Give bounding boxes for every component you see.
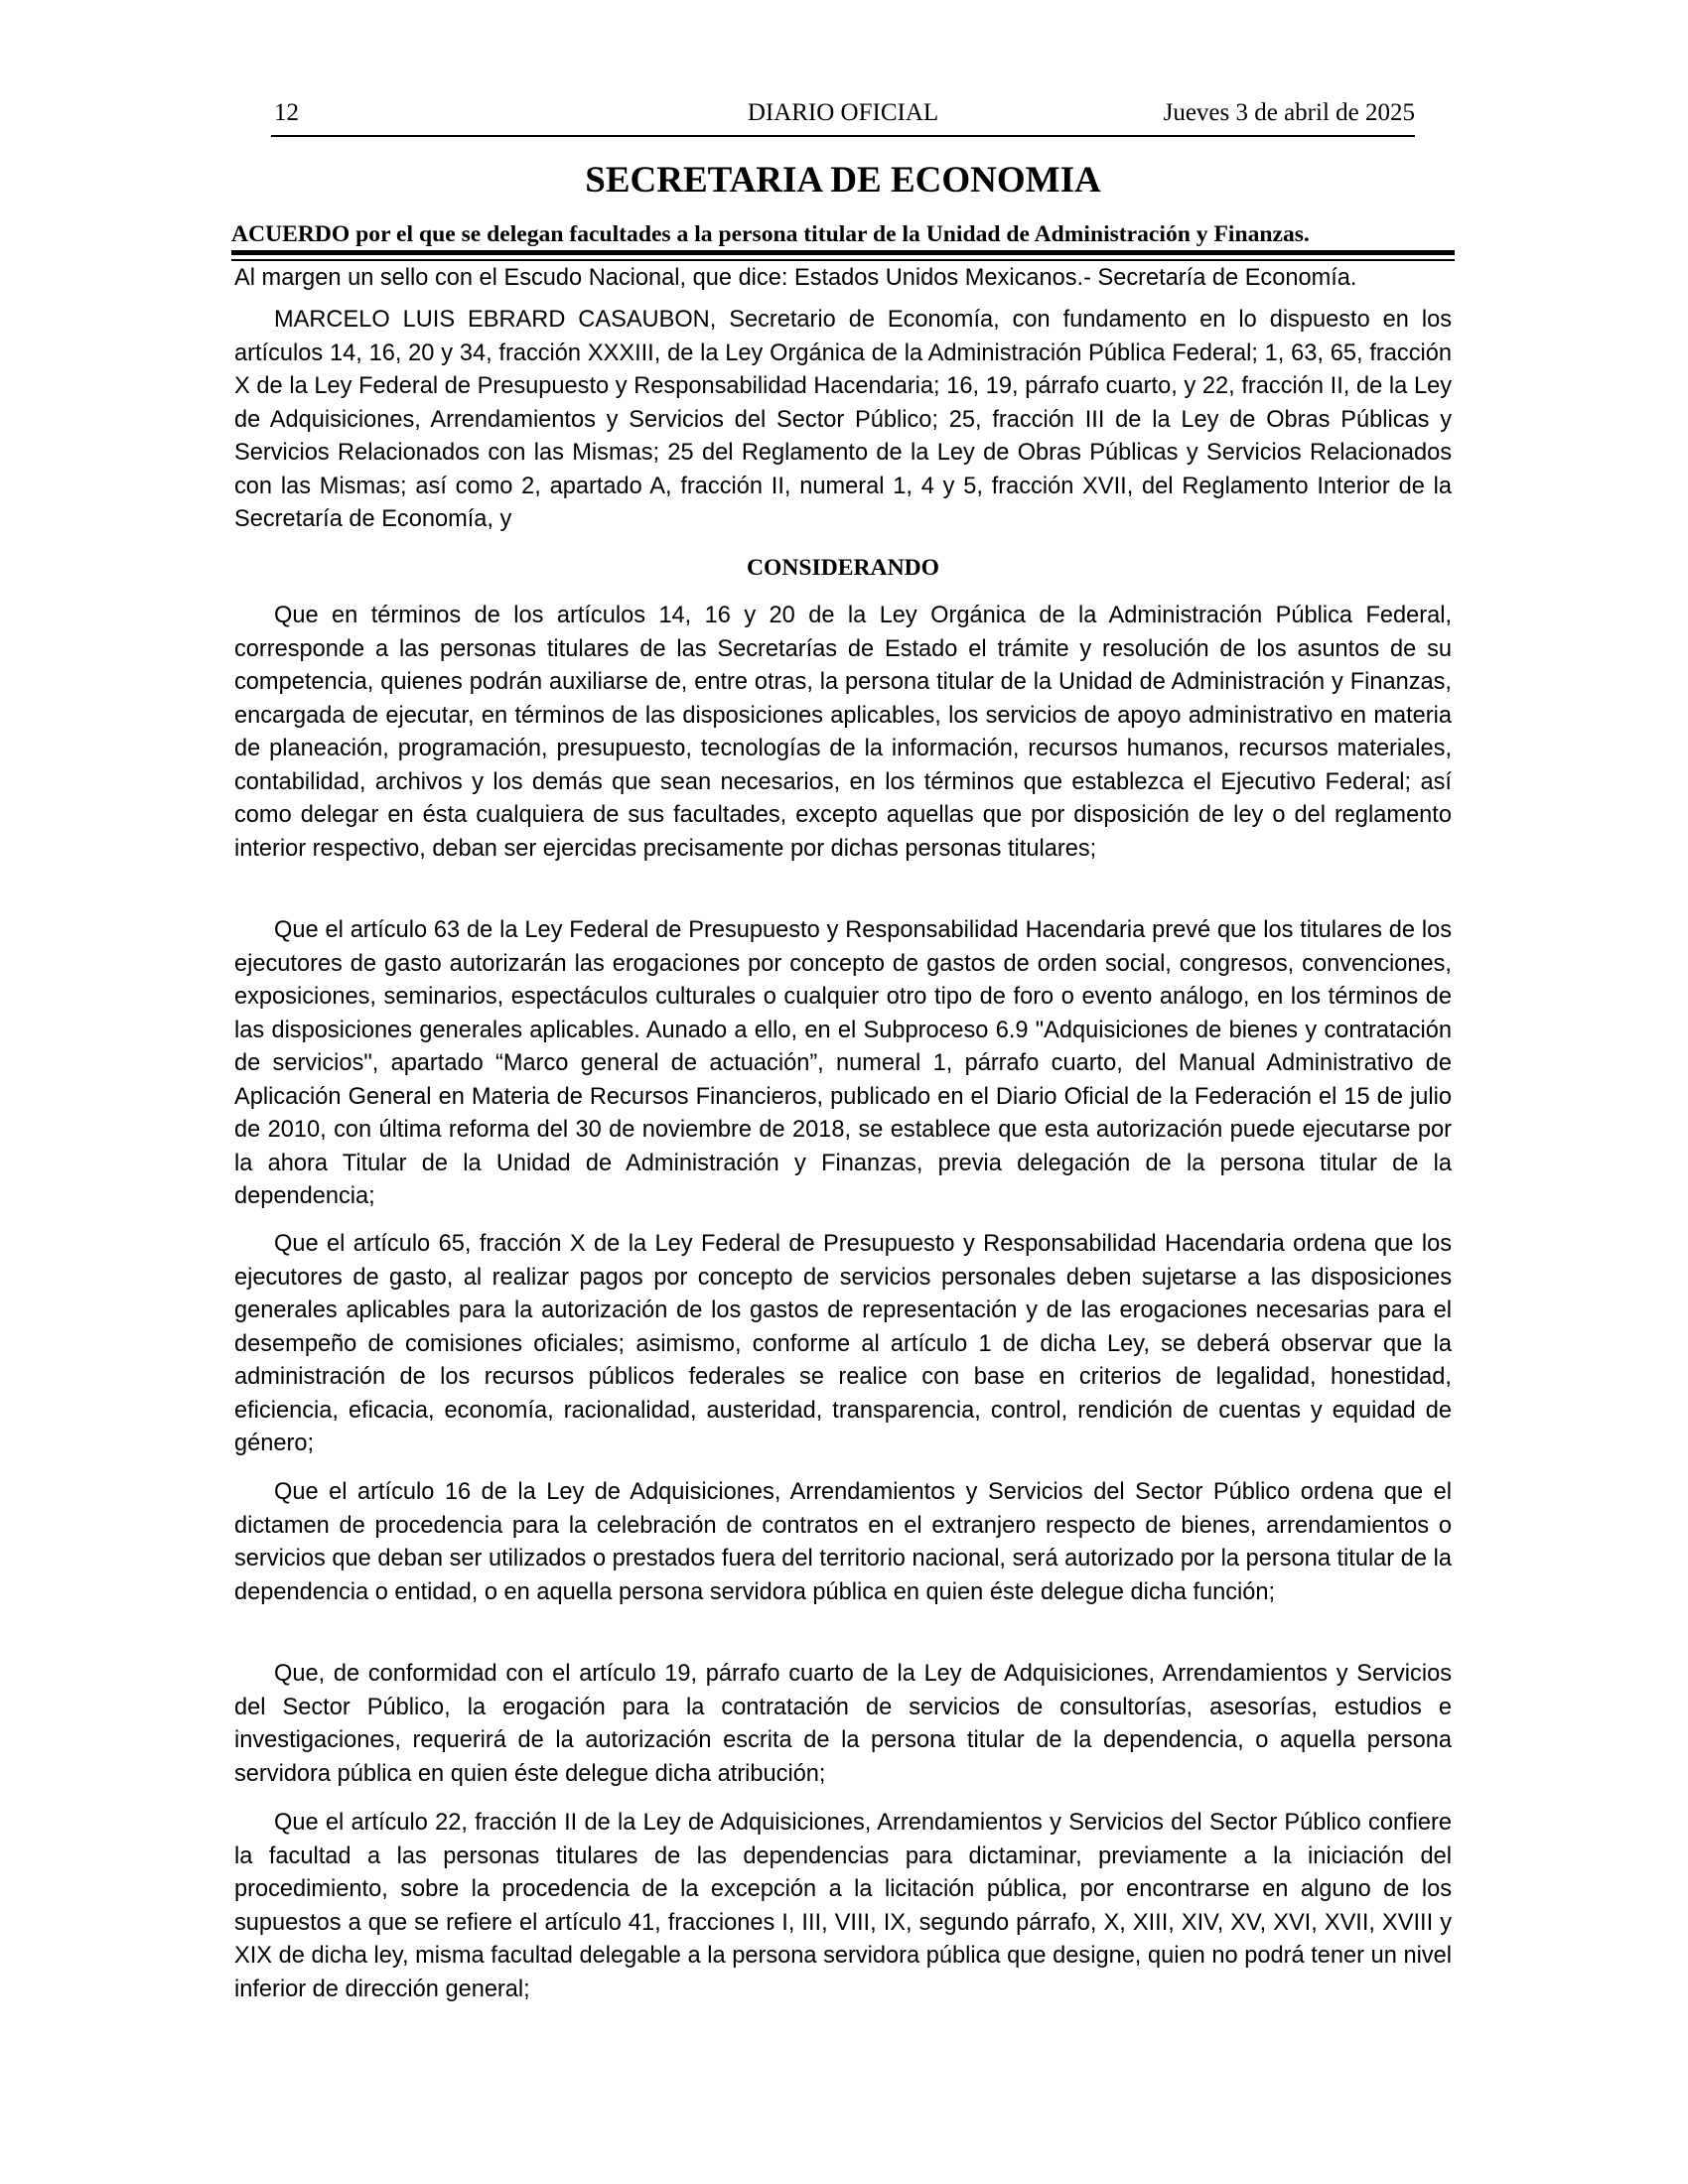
considerando-paragraph: Que el artículo 65, fracción X de la Ley Federal de Presupuesto y Responsabilidad Hacendaria ordena que los ejecutores de gasto, al realizar pagos por concepto de servicios personales deben sujetarse a las disposiciones generales aplicables para la autorización de los gastos de representación y de las erogaciones necesarias para el desempeño de comisiones oficiales; asimismo, conforme al artículo 1 de dicha Ley, se deberá observar que la administración de los recursos públicos federales se realice con base en criterios de legalidad, honestidad, eficiencia, eficacia, economía, racionalidad, austeridad, transparencia, control, rendición de cuentas y equidad de género; (234, 1231, 1452, 1456)
decree-title: ACUERDO por el que se delegan facultades a la persona titular de la Unidad de Administración y Finanzas. (231, 221, 1310, 247)
margin-note: Al margen un sello con el Escudo Nacional, que dice: Estados Unidos Mexicanos.- Secretaría de Economía. (234, 265, 1357, 291)
publication-name: DIARIO OFICIAL (747, 99, 939, 126)
considerando-paragraph: Que el artículo 16 de la Ley de Adquisiciones, Arrendamientos y Servicios del Sector Público ordena que el dictamen de procedencia para la celebración de contratos en el extranjero respecto de bienes, arrendamientos o servicios que deban ser utilizados o prestados fuera del territorio nacional, será autorizado por la persona titular de la dependencia o entidad, o en aquella persona servidora pública en quien éste delegue dicha función; (234, 1479, 1452, 1605)
publication-date: Jueves 3 de abril de 2025 (1163, 99, 1415, 126)
intro-paragraph: MARCELO LUIS EBRARD CASAUBON, Secretario de Economía, con fundamento en lo dispuesto en los artículos 14, 16, 20 y 34, fracción XXXIII, de la Ley Orgánica de la Administración Pública Federal; 1, 63, 65, fracción X de la Ley Federal de Presupuesto y Responsabilidad Hacendaria; 16, 19, párrafo cuarto, y 22, fracción II, de la Ley de Adquisiciones, Arrendamientos y Servicios del Sector Público; 25, fracción III de la Ley de Obras Públicas y Servicios Relacionados con las Mismas; 25 del Reglamento de la Ley de Obras Públicas y Servicios Relacionados con las Mismas; así como 2, apartado A, fracción II, numeral 1, 4 y 5, fracción XVII, del Reglamento Interior de la Secretaría de Economía, y (234, 307, 1452, 532)
page-number: 12 (274, 99, 299, 126)
section-title: SECRETARIA DE ECONOMIA (585, 160, 1101, 201)
considerando-paragraph: Que el artículo 22, fracción II de la Ley de Adquisiciones, Arrendamientos y Servicios del Sector Público confiere la facultad a las personas titulares de las dependencias para dictaminar, previamente a la iniciación del procedimiento, sobre la procedencia de la excepción a la licitación pública, por encontrarse en alguno de los supuestos a que se refiere el artículo 41, fracciones I, III, VIII, IX, segundo párrafo, X, XIII, XIV, XV, XVI, XVII, XVIII y XIX de dicha ley, misma facultad delegable a la persona servidora pública que designe, quien no podrá tener un nivel inferior de dirección general; (234, 1810, 1452, 2002)
considerando-paragraph: Que el artículo 63 de la Ley Federal de Presupuesto y Responsabilidad Hacendaria prevé que los titulares de los ejecutores de gasto autorizarán las erogaciones por concepto de gastos de orden social, congresos, convenciones, exposiciones, seminarios, espectáculos culturales o cualquier otro tipo de foro o evento análogo, en los términos de las disposiciones generales aplicables. Aunado a ello, en el Subproceso 6.9 "Adquisiciones de bienes y contratación de servicios", apartado “Marco general de actuación”, numeral 1, párrafo cuarto, del Manual Administrativo de Aplicación General en Materia de Recursos Financieros, publicado en el Diario Oficial de la Federación el 15 de julio de 2010, con última reforma del 30 de noviembre de 2018, se establece que esta autorización puede ejecutarse por la ahora Titular de la Unidad de Administración y Finanzas, previa delegación de la persona titular de la dependencia; (234, 917, 1452, 1209)
considerando-paragraph: Que en términos de los artículos 14, 16 y 20 de la Ley Orgánica de la Administración Pública Federal, corresponde a las personas titulares de las Secretarías de Estado el trámite y resolución de los asuntos de su competencia, quienes podrán auxiliarse de, entre otras, la persona titular de la Unidad de Administración y Finanzas, encargada de ejecutar, en términos de las disposiciones aplicables, los servicios de apoyo administrativo en materia de planeación, programación, presupuesto, tecnologías de la información, recursos humanos, recursos materiales, contabilidad, archivos y los demás que sean necesarios, en los términos que establezca el Ejecutivo Federal; así como delegar en ésta cualquiera de sus facultades, excepto aquellas que por disposición de ley o del reglamento interior respectivo, deban ser ejercidas precisamente por dichas personas titulares; (234, 603, 1452, 862)
page-header (271, 95, 1415, 137)
title-rule-thick (231, 250, 1455, 255)
title-rule-thin (231, 259, 1455, 261)
considerando-heading: CONSIDERANDO (746, 555, 939, 581)
considerando-paragraph: Que, de conformidad con el artículo 19, párrafo cuarto de la Ley de Adquisiciones, Arrendamientos y Servicios del Sector Público, la erogación para la contratación de servicios de consultorías, asesorías, estudios e investigaciones, requerirá de la autorización escrita de la persona titular de la dependencia, o aquella persona servidora pública en quien éste delegue dicha atribución; (234, 1661, 1452, 1787)
